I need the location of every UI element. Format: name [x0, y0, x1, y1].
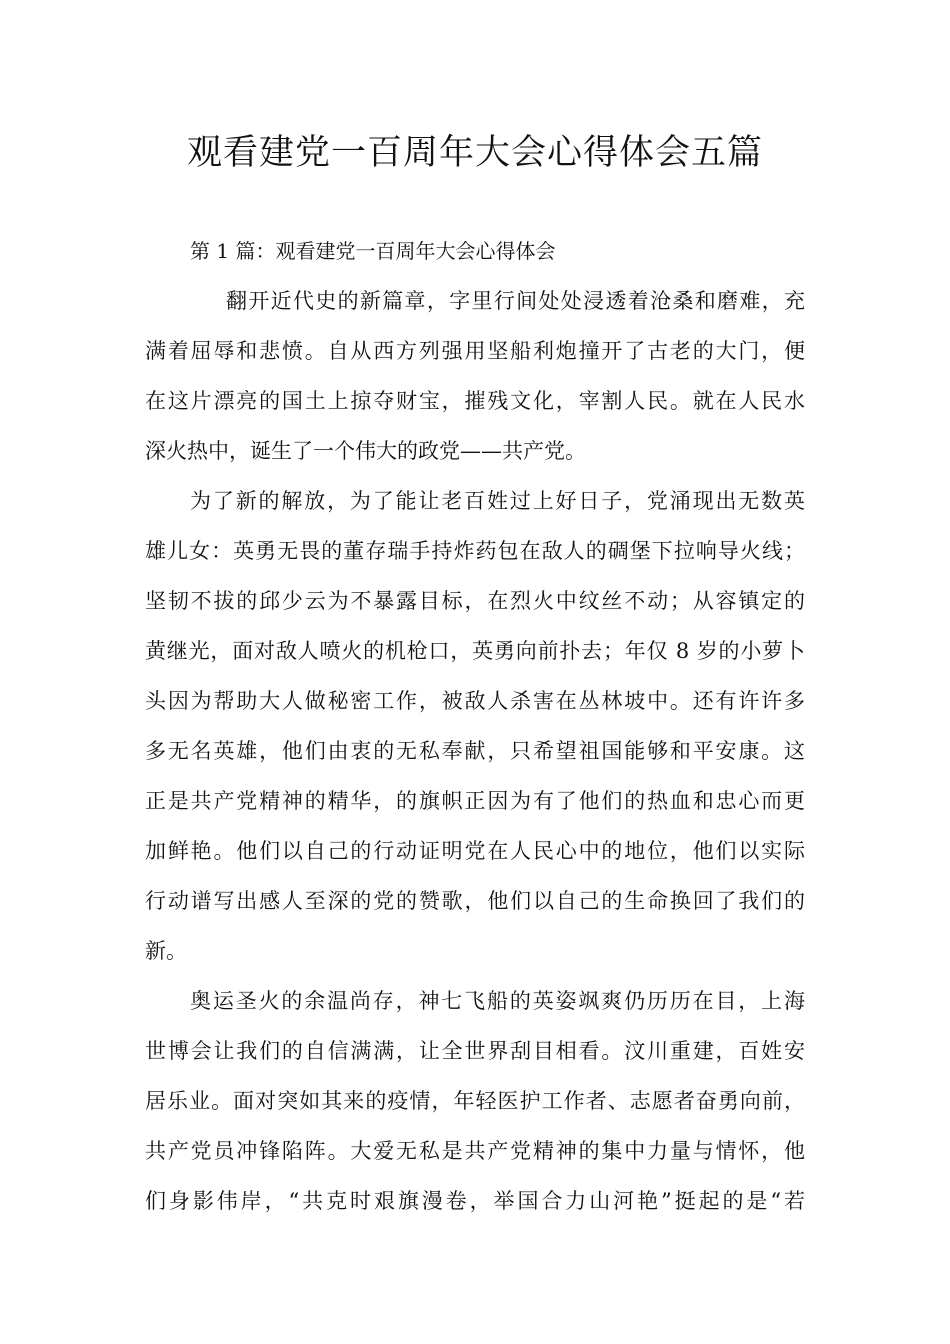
paragraph-line: 们身影伟岸，“共克时艰旗漫卷，举国合力山河艳”挺起的是“若: [145, 1189, 805, 1213]
paragraph-line: 正是共产党精神的精华，的旗帜正因为有了他们的热血和忠心而更: [145, 789, 805, 813]
document-title: 观看建党一百周年大会心得体会五篇: [186, 133, 763, 173]
paragraph-line: 翻开近代史的新篇章，字里行间处处浸透着沧桑和磨难，充: [226, 289, 805, 313]
paragraph-line: 世博会让我们的自信满满，让全世界刮目相看。汶川重建，百姓安: [145, 1039, 805, 1063]
paragraph-line: 新。: [145, 939, 187, 963]
paragraph-line: 黄继光，面对敌人喷火的机枪口，英勇向前扑去；年仅 8 岁的小萝卜: [145, 639, 805, 663]
paragraph-line: 满着屈辱和悲愤。自从西方列强用坚船利炮撞开了古老的大门，便: [145, 339, 805, 363]
paragraph-line: 坚韧不拔的邱少云为不暴露目标，在烈火中纹丝不动；从容镇定的: [145, 589, 805, 613]
paragraph-line: 行动谱写出感人至深的党的赞歌，他们以自己的生命换回了我们的: [145, 889, 805, 913]
paragraph-line: 头因为帮助大人做秘密工作，被敌人杀害在丛林坡中。还有许许多: [145, 689, 805, 713]
paragraph-line: 在这片漂亮的国土上掠夺财宝，摧残文化，宰割人民。就在人民水: [145, 389, 805, 413]
paragraph-line: 共产党员冲锋陷阵。大爱无私是共产党精神的集中力量与情怀，他: [145, 1139, 805, 1163]
paragraph-line: 深火热中，诞生了一个伟大的政党——共产党。: [145, 439, 586, 463]
section-heading: 第 1 篇：观看建党一百周年大会心得体会: [190, 239, 556, 263]
paragraph-line: 加鲜艳。他们以自己的行动证明党在人民心中的地位，他们以实际: [145, 839, 805, 863]
paragraph-line: 居乐业。面对突如其来的疫情，年轻医护工作者、志愿者奋勇向前，: [145, 1089, 805, 1113]
paragraph-line: 奥运圣火的余温尚存，神七飞船的英姿飒爽仍历历在目，上海: [190, 989, 805, 1013]
paragraph-line: 多无名英雄，他们由衷的无私奉献，只希望祖国能够和平安康。这: [145, 739, 805, 763]
paragraph-line: 雄儿女：英勇无畏的董存瑞手持炸药包在敌人的碉堡下拉响导火线；: [145, 539, 805, 563]
paragraph-line: 为了新的解放，为了能让老百姓过上好日子，党涌现出无数英: [190, 489, 805, 513]
